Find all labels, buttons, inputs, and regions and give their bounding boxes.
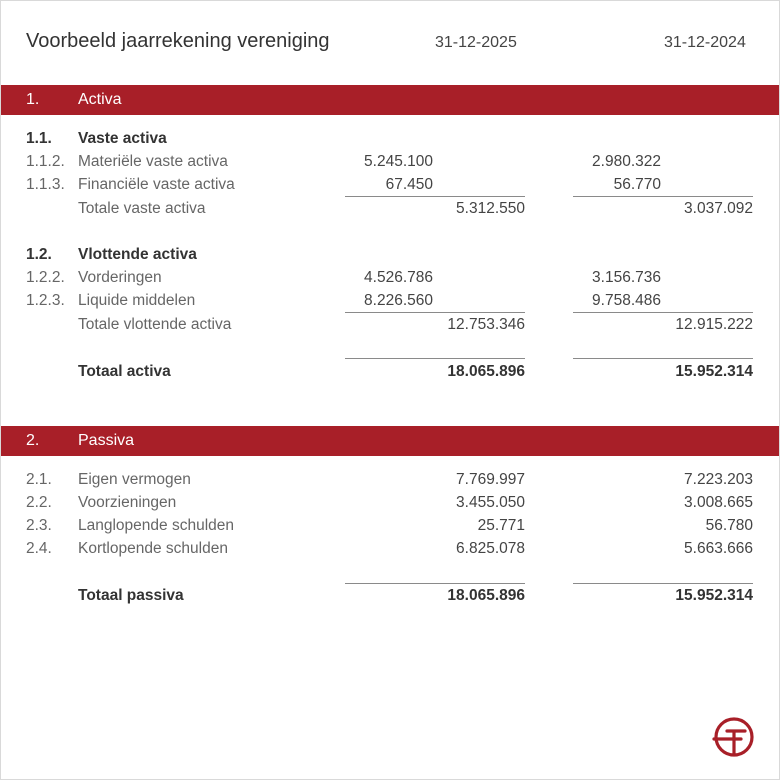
line-item-value-2025: 5.245.100: [364, 153, 433, 170]
subtotal-divider: [573, 312, 753, 313]
subsection-label: Vaste activa: [78, 130, 167, 147]
line-item-value-2024: 56.780: [705, 517, 753, 534]
line-item-value-2024: 56.770: [613, 176, 661, 193]
line-item-value-2025: 8.226.560: [364, 292, 433, 309]
total-label: Totaal passiva: [78, 587, 184, 604]
column-header-2024: 31-12-2024: [664, 34, 746, 51]
line-item-value-2024: 3.008.665: [684, 494, 753, 511]
subtotal-label: Totale vlottende activa: [78, 316, 232, 333]
section-band-activa: [1, 85, 779, 115]
line-item-number: 2.4.: [26, 540, 52, 557]
column-header-2025: 31-12-2025: [435, 34, 517, 51]
subsection-number: 1.2.: [26, 246, 52, 263]
line-item-label: Eigen vermogen: [78, 471, 191, 488]
line-item-number: 1.2.3.: [26, 292, 65, 309]
subsection-label: Vlottende activa: [78, 246, 197, 263]
line-item-number: 2.1.: [26, 471, 52, 488]
line-item-number: 2.2.: [26, 494, 52, 511]
line-item-value-2025: 6.825.078: [456, 540, 525, 557]
subtotal-divider: [573, 196, 753, 197]
line-item-label: Langlopende schulden: [78, 517, 234, 534]
total-value-2024: 15.952.314: [675, 587, 753, 604]
subtotal-divider: [345, 312, 525, 313]
total-divider: [345, 358, 525, 359]
line-item-number: 1.1.2.: [26, 153, 65, 170]
section-label: Passiva: [78, 432, 135, 449]
line-item-value-2024: 5.663.666: [684, 540, 753, 557]
section-number: 2.: [26, 432, 40, 449]
line-item-value-2024: 9.758.486: [592, 292, 661, 309]
line-item-label: Liquide middelen: [78, 292, 196, 309]
line-item-value-2025: 7.769.997: [456, 471, 525, 488]
line-item-label: Materiële vaste activa: [78, 153, 228, 170]
page-title: Voorbeeld jaarrekening vereniging: [26, 30, 330, 52]
subtotal-value-2025: 12.753.346: [447, 316, 525, 333]
section-label: Activa: [78, 91, 122, 108]
subtotal-label: Totale vaste activa: [78, 200, 206, 217]
line-item-value-2025: 25.771: [477, 517, 525, 534]
line-item-label: Kortlopende schulden: [78, 540, 228, 557]
subtotal-divider: [345, 196, 525, 197]
subtotal-value-2025: 5.312.550: [456, 200, 525, 217]
line-item-label: Vorderingen: [78, 269, 162, 286]
subtotal-value-2024: 3.037.092: [684, 200, 753, 217]
line-item-number: 2.3.: [26, 517, 52, 534]
total-divider: [345, 583, 525, 584]
subtotal-value-2024: 12.915.222: [675, 316, 753, 333]
total-label: Totaal activa: [78, 363, 171, 380]
section-band-passiva: [1, 426, 779, 456]
line-item-value-2024: 7.223.203: [684, 471, 753, 488]
line-item-number: 1.1.3.: [26, 176, 65, 193]
total-value-2024: 15.952.314: [675, 363, 753, 380]
line-item-label: Financiële vaste activa: [78, 176, 235, 193]
line-item-value-2025: 4.526.786: [364, 269, 433, 286]
line-item-label: Voorzieningen: [78, 494, 177, 511]
total-value-2025: 18.065.896: [447, 363, 525, 380]
line-item-value-2025: 3.455.050: [456, 494, 525, 511]
line-item-value-2024: 3.156.736: [592, 269, 661, 286]
subsection-number: 1.1.: [26, 130, 52, 147]
line-item-value-2024: 2.980.322: [592, 153, 661, 170]
total-divider: [573, 583, 753, 584]
line-item-number: 1.2.2.: [26, 269, 65, 286]
total-divider: [573, 358, 753, 359]
line-item-value-2025: 67.450: [385, 176, 433, 193]
brand-logo-icon: [712, 715, 756, 759]
total-value-2025: 18.065.896: [447, 587, 525, 604]
section-number: 1.: [26, 91, 40, 108]
